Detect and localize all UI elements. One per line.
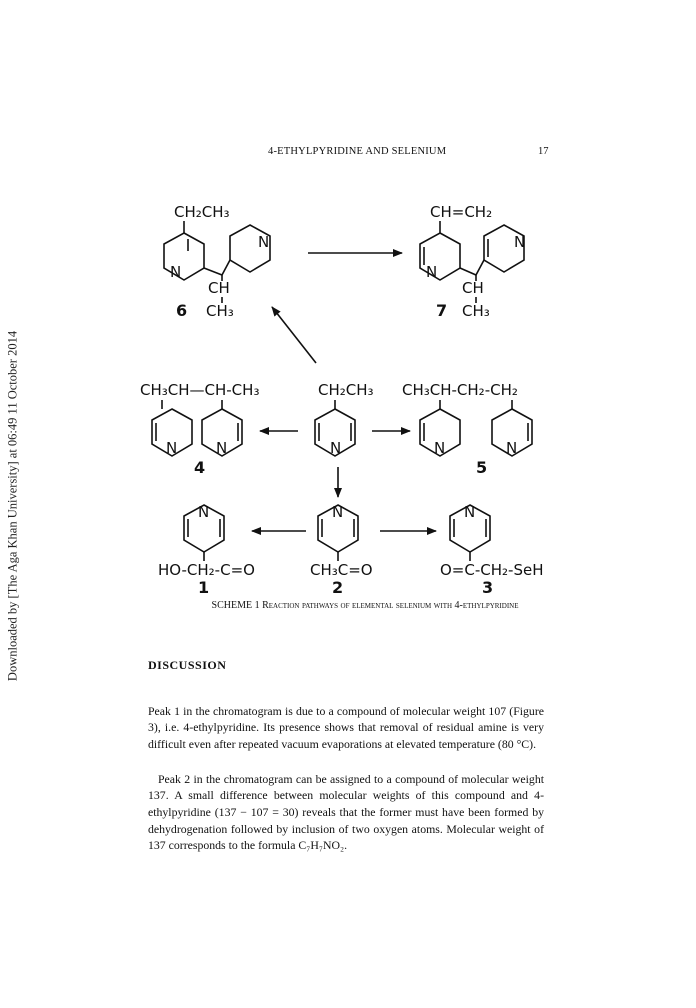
compound-4-label: 4	[194, 458, 206, 477]
compound-5-n-left: N	[434, 439, 446, 457]
download-watermark-text: Downloaded by [The Aga Khan University] at 06:49 11 October 2014	[5, 330, 20, 682]
compound-7-bridge: CH	[462, 279, 484, 297]
compound-7-n-left: N	[426, 263, 438, 281]
compound-6-substituent: CH₂CH₃	[174, 203, 230, 221]
compound-1-label: 1	[198, 578, 210, 595]
paragraph-1: Peak 1 in the chromatogram is due to a compound of molecular weight 107 (Figure 3), i.e. 4-ethylpyridine. Its presence shows that removal of residual amine is very difficult even after repeated vacuum evaporations at elevated temperature (80 °C).	[148, 703, 544, 751]
compound-5-n-right: N	[506, 439, 518, 457]
running-head: 4-ETHYLPYRIDINE AND SELENIUM	[268, 146, 447, 157]
section-heading: DISCUSSION	[148, 658, 227, 672]
compound-7-label: 7	[436, 301, 448, 320]
center-n: N	[330, 439, 342, 457]
reaction-scheme	[140, 195, 560, 595]
download-watermark	[4, 320, 22, 692]
compound-7-bridge-sub: CH₃	[462, 302, 490, 320]
compound-1-n: N	[198, 503, 210, 521]
compound-3-n: N	[464, 503, 476, 521]
compound-6-bridge: CH	[208, 279, 230, 297]
compound-6-bridge-sub: CH₃	[206, 302, 234, 320]
compound-7-n-right: N	[514, 233, 526, 251]
compound-6-label: 6	[176, 301, 188, 320]
compound-5-chain: CH₃CH-CH₂-CH₂	[402, 381, 518, 399]
compound-4-n-right: N	[216, 439, 228, 457]
paragraph-2: Peak 2 in the chromatogram can be assigned to a compound of molecular weight 137. A small difference between molecular weights of this compound and 4-ethylpyridine (137 − 107 = 30) reveals that the former must have been formed by dehydrogenation followed by inclusion of two oxygen atoms. Molecular weight of 137 corresponds to the formula C₇H₇NO₂.	[148, 771, 544, 853]
compound-1-substituent: HO-CH₂-C=O	[158, 561, 255, 579]
center-substituent: CH₂CH₃	[318, 381, 374, 399]
compound-3-substituent: O=C-CH₂-SeH	[440, 561, 544, 579]
scheme-caption: SCHEME 1 Reaction pathways of elemental selenium with 4-ethylpyridine	[211, 600, 519, 611]
compound-3-label: 3	[482, 578, 494, 595]
compound-2-substituent: CH₃C=O	[310, 561, 373, 579]
compound-2-n: N	[332, 503, 344, 521]
arrow-center-to-6	[272, 307, 316, 363]
compound-4-n-left: N	[166, 439, 178, 457]
compound-5-label: 5	[476, 458, 488, 477]
compound-2-label: 2	[332, 578, 344, 595]
compound-4-chain: CH₃CH—CH-CH₃	[140, 381, 260, 399]
compound-6-n-left: N	[170, 263, 182, 281]
compound-6-n-right: N	[258, 233, 270, 251]
page-number: 17	[538, 146, 549, 157]
compound-7-substituent: CH=CH₂	[430, 203, 493, 221]
